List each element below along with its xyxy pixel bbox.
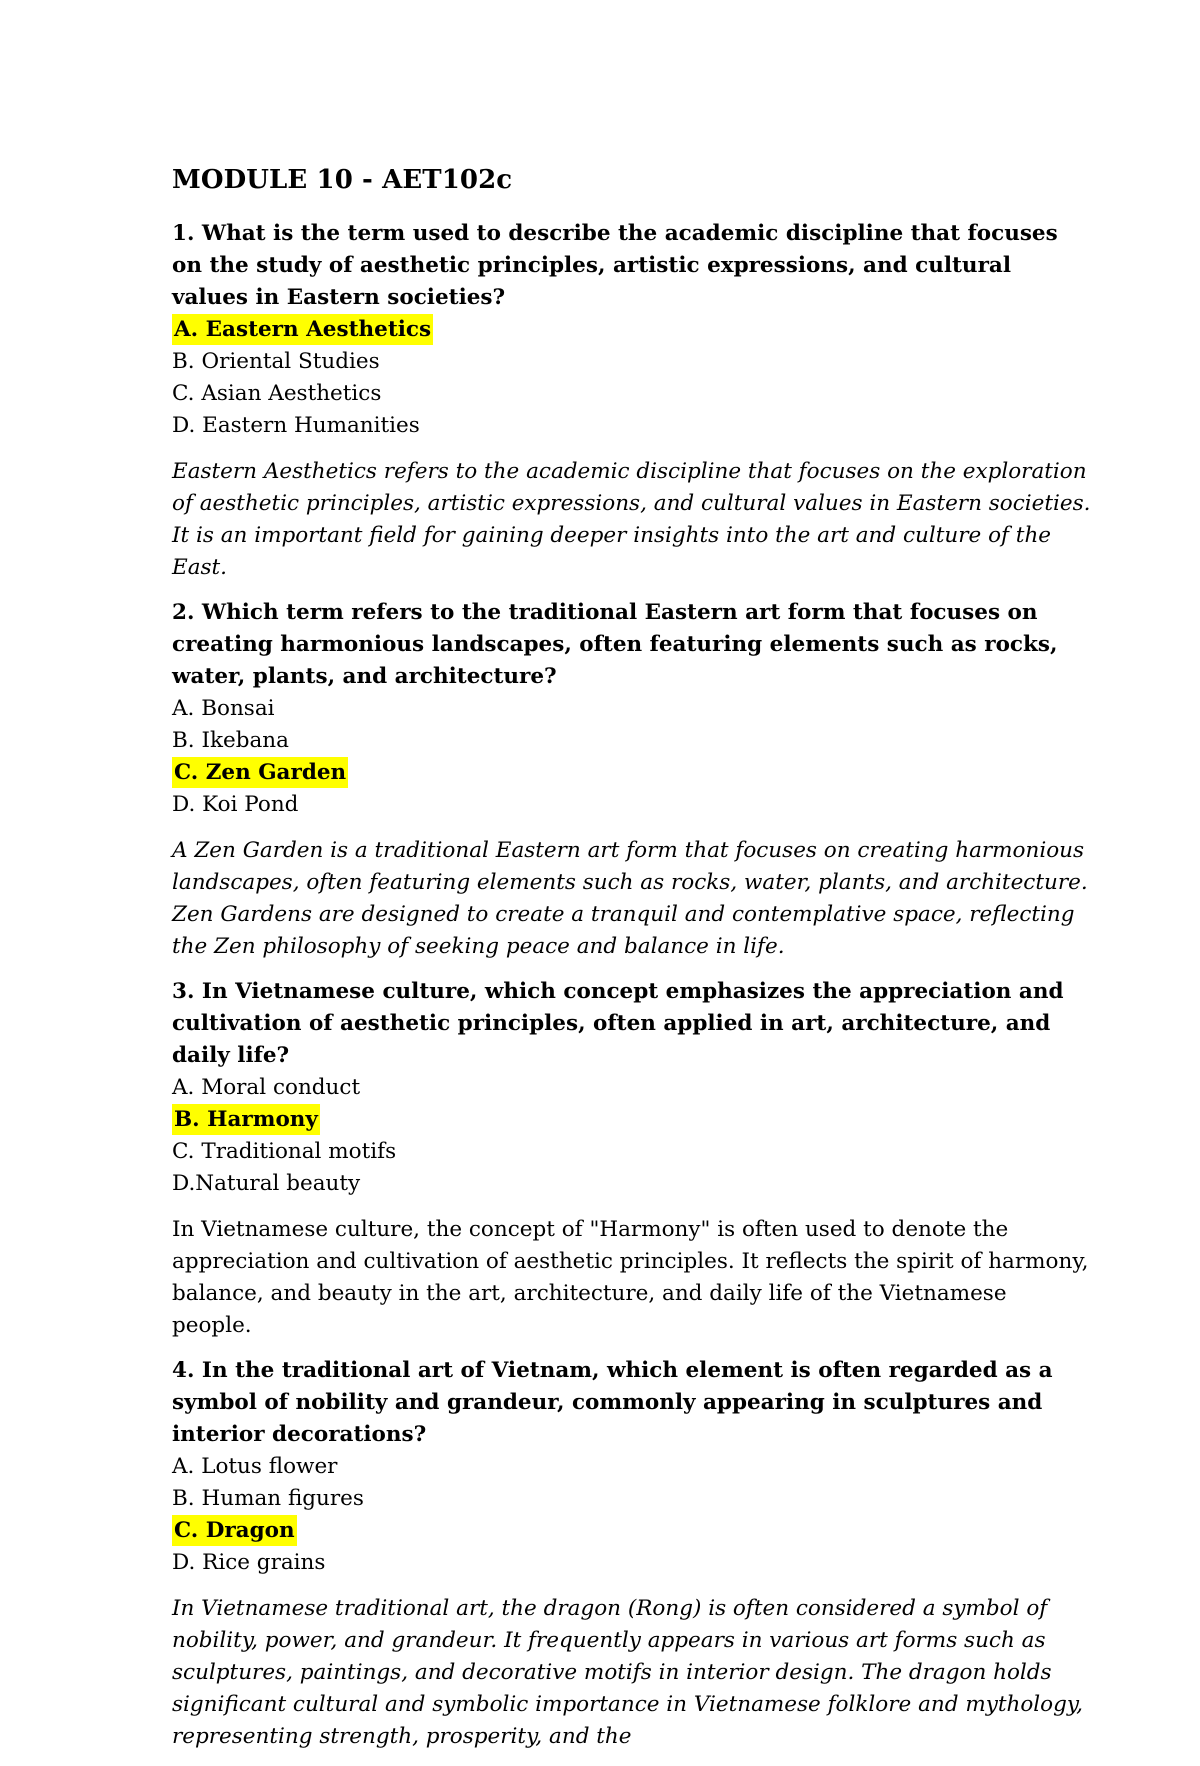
answer-option-correct xyxy=(172,1104,1092,1136)
answer-option: B. Human figures xyxy=(172,1486,364,1511)
answer-explanation: In Vietnamese culture, the concept of "Harmony" is often used to denote the appreciation and cultivation of aesthetic principles. It reflects the spirit of harmony, balance, and beauty in the art, architecture, and daily life of the Vietnamese people. xyxy=(172,1217,1089,1338)
answer-explanation: In Vietnamese traditional art, the dragon (Rong) is often considered a symbol of nobility, power, and grandeur. It frequently appears in various art forms such as sculptures, paintings, and decorative motifs in interior design. The dragon holds significant cultural and symbolic importance in Vietnamese folklore and mythology, representing strength, prosperity, and the xyxy=(172,1596,1083,1749)
answer-option: C. Traditional motifs xyxy=(172,1139,397,1164)
answer-option-correct xyxy=(172,757,1092,789)
answer-explanation: Eastern Aesthetics refers to the academic discipline that focuses on the exploration of aesthetic principles, artistic expressions, and cultural values in Eastern societies. It is an important field for gaining deeper insights into the art and culture of the East. xyxy=(172,459,1091,580)
highlighted-answer: B. Harmony xyxy=(172,1104,320,1135)
answer-option: D. Rice grains xyxy=(172,1550,326,1575)
answer-option-correct xyxy=(172,314,1092,346)
answer-option: B. Ikebana xyxy=(172,728,289,753)
answer-option: A. Moral conduct xyxy=(172,1075,361,1100)
answer-option: A. Lotus flower xyxy=(172,1454,338,1479)
answer-explanation: A Zen Garden is a traditional Eastern art form that focuses on creating harmonious landscapes, often featuring elements such as rocks, water, plants, and architecture. Zen Gardens are designed to create a tranquil and contemplative space, reflecting the Zen philosophy of seeking peace and balance in life. xyxy=(172,838,1088,959)
question-list xyxy=(172,218,1092,1753)
answer-option: D. Koi Pond xyxy=(172,792,299,817)
question-text: 2. Which term refers to the traditional Eastern art form that focuses on creating harmonious landscapes, often featuring elements such as rocks, water, plants, and architecture? xyxy=(172,600,1058,689)
answer-option: D. Eastern Humanities xyxy=(172,413,420,438)
answer-option: B. Oriental Studies xyxy=(172,349,380,374)
answer-option-correct xyxy=(172,1515,1092,1547)
question-block xyxy=(172,218,1092,584)
question-block xyxy=(172,976,1092,1342)
answer-option: D.Natural beauty xyxy=(172,1171,361,1196)
document-content xyxy=(172,162,1092,1766)
document-title: MODULE 10 - AET102c xyxy=(172,165,513,195)
highlighted-answer: C. Dragon xyxy=(172,1515,297,1546)
question-block xyxy=(172,1355,1092,1753)
question-block xyxy=(172,597,1092,963)
question-text: 1. What is the term used to describe the academic discipline that focuses on the study of aesthetic principles, artistic expressions, and cultural values in Eastern societies? xyxy=(172,221,1058,310)
question-text: 4. In the traditional art of Vietnam, which element is often regarded as a symbol of nobility and grandeur, commonly appearing in sculptures and interior decorations? xyxy=(172,1358,1053,1447)
answer-option: A. Bonsai xyxy=(172,696,275,721)
question-text: 3. In Vietnamese culture, which concept emphasizes the appreciation and cultivation of aesthetic principles, often applied in art, architecture, and daily life? xyxy=(172,979,1064,1068)
highlighted-answer: A. Eastern Aesthetics xyxy=(172,314,433,345)
highlighted-answer: C. Zen Garden xyxy=(172,757,348,788)
answer-option: C. Asian Aesthetics xyxy=(172,381,382,406)
